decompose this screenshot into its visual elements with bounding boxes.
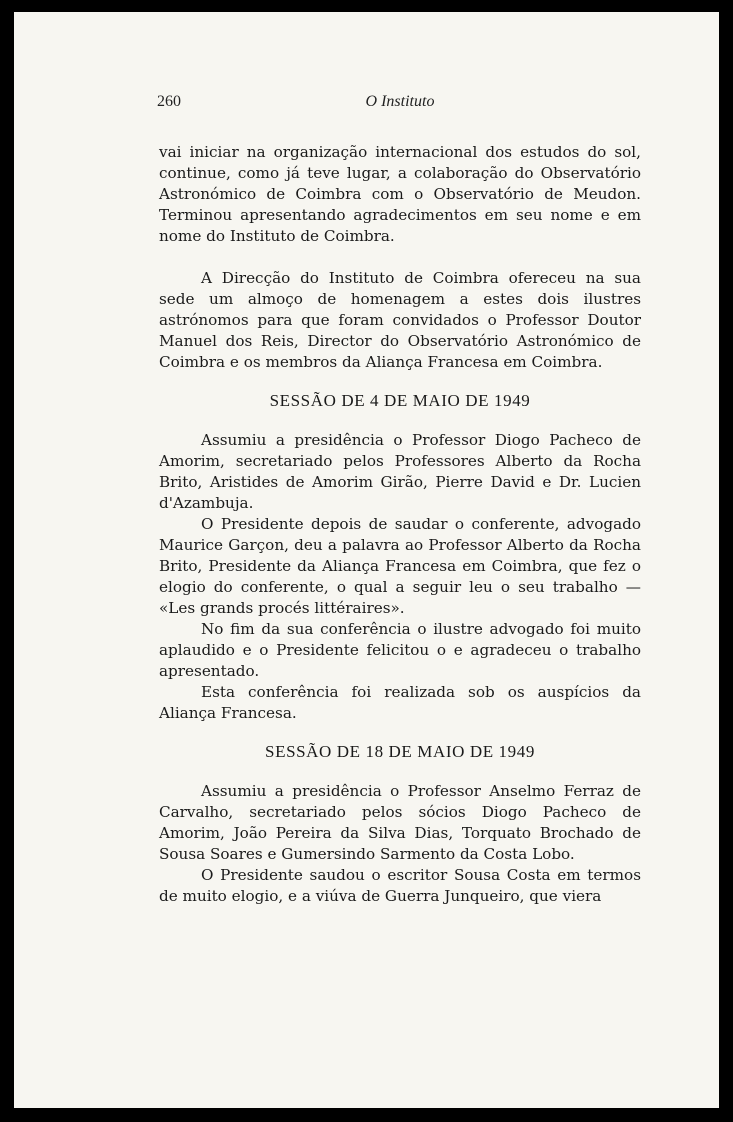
session-1-paragraph-3: No fim da sua conferência o ilustre advogado foi muito aplaudido e o Presidente felicitou o e agradeceu o trabalho apresentado. [159,620,641,680]
session-2-heading: SESSÃO DE 18 DE MAIO DE 1949 [265,742,535,761]
session-1-paragraph-2: O Presidente depois de saudar o conferente, advogado Maurice Garçon, deu a palavra ao Professor Alberto da Rocha Brito, Presidente da Aliança Francesa em Coimbra, que fez o elogio do conferente, o qual a seguir leu o seu trabalho — «Les grands procés littéraires». [159,515,641,617]
session-1-paragraph-1: Assumiu a presidência o Professor Diogo Pacheco de Amorim, secretariado pelos Professores Alberto da Rocha Brito, Aristides de Amorim Girão, Pierre David e Dr. Lucien d'Azambuja. [159,431,641,512]
running-title: O Instituto [365,93,435,110]
page-number: 260 [157,93,181,110]
paragraph-intro-2: A Direcção do Instituto de Coimbra ofereceu na sua sede um almoço de homenagem a estes dois ilustres astrónomos para que foram convidados o Professor Doutor Manuel dos Reis, Director do Observatório Astronómico de Coimbra e os membros da Aliança Francesa em Coimbra. [159,269,641,371]
running-header [157,93,643,117]
session-2-paragraph-2: O Presidente saudou o escritor Sousa Costa em termos de muito elogio, e a viúva de Guerra Junqueiro, que viera [159,866,641,905]
session-1-heading: SESSÃO DE 4 DE MAIO DE 1949 [269,391,531,410]
session-1-paragraph-4: Esta conferência foi realizada sob os auspícios da Aliança Francesa. [159,683,641,722]
session-2-paragraph-1: Assumiu a presidência o Professor Anselmo Ferraz de Carvalho, secretariado pelos sócios Diogo Pacheco de Amorim, João Pereira da Silva Dias, Torquato Brochado de Sousa Soares e Gumersindo Sarmento da Costa Lobo. [159,782,641,863]
paragraph-intro-1: vai iniciar na organização internacional dos estudos do sol, continue, como já teve lugar, a colaboração do Observatório Astronómico de Coimbra com o Observatório de Meudon. Terminou apresentando agradecimentos em seu nome e em nome do Instituto de Coimbra. [159,143,641,245]
document-page [14,12,719,1108]
body-text [159,142,641,907]
